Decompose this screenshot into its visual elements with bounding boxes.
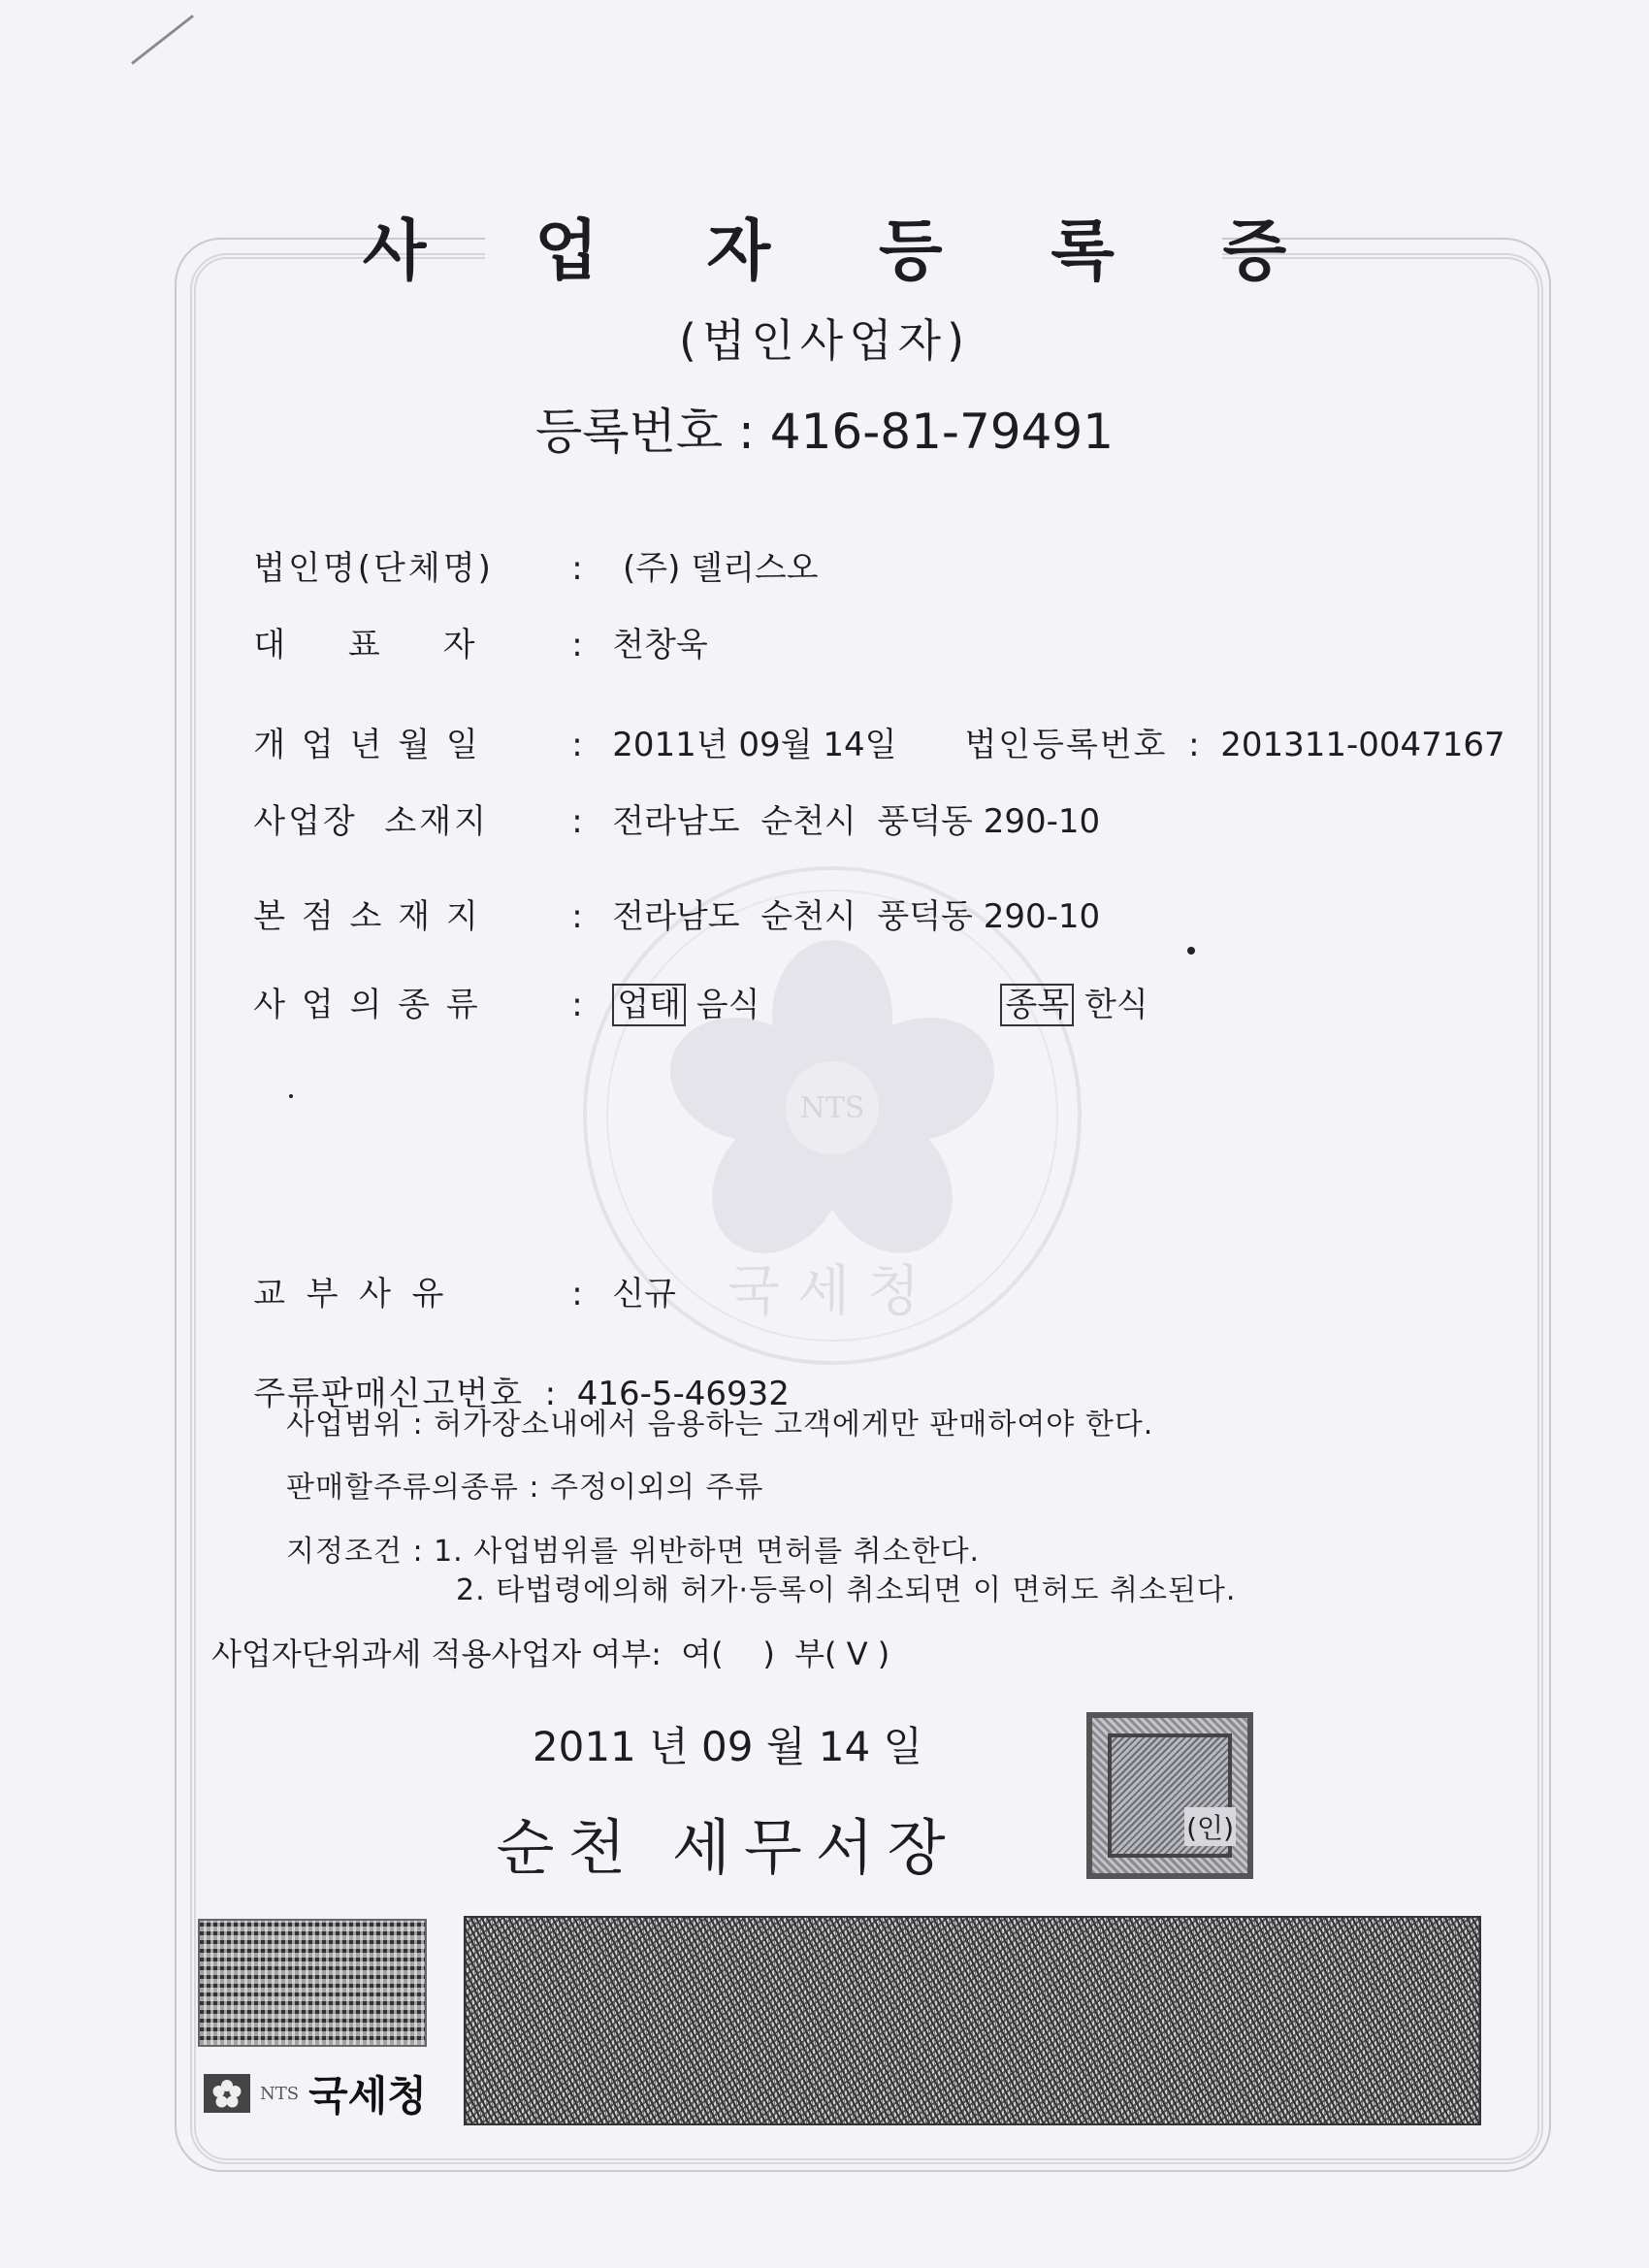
liquor-scope: 사업범위 : 허가장소내에서 음용하는 고객에게만 판매하여야 한다. [286, 1408, 1154, 1442]
seal-pattern [1108, 1733, 1232, 1858]
certificate-title: 사 업 자 등 록 증 [362, 213, 1330, 290]
ink-dot [1187, 947, 1195, 955]
field-colon: : [571, 802, 583, 841]
nts-abbreviation: NTS [260, 2083, 300, 2104]
watermark-center-text: NTS [799, 1091, 865, 1125]
liquor-condition-1: 지정조건 : 1. 사업범위를 위반하면 면허를 취소한다. [286, 1535, 981, 1569]
field-colon: : [571, 897, 583, 936]
issue-date: 2011 년 09 월 14 일 [532, 1723, 923, 1770]
field-colon: : [571, 1275, 583, 1313]
field-value: 천창욱 [612, 626, 708, 664]
field-colon: : [571, 986, 583, 1024]
field-label: 본 점 소 재 지 [253, 897, 481, 936]
ink-dot [289, 1094, 293, 1098]
item-label: 종목 [1000, 984, 1074, 1026]
nts-logo [204, 2064, 427, 2122]
unit-taxation: 사업자단위과세 적용사업자 여부: 여( ) 부( V ) [211, 1636, 890, 1672]
issuing-office: 순천 세무서장 [496, 1812, 959, 1883]
item-value: 한식 [1083, 986, 1148, 1024]
corporate-registration-label: 법인등록번호 [964, 726, 1168, 764]
verification-code [198, 1919, 427, 2047]
field-value: 2011년 09월 14일 [612, 726, 897, 764]
liquor-label: 주류판매신고번호 [253, 1375, 524, 1413]
field-label: 개 업 년 월 일 [253, 726, 481, 764]
field-colon: : [571, 549, 583, 588]
corporate-registration-number: 201311-0047167 [1220, 726, 1505, 764]
liquor-number: 416-5-46932 [576, 1375, 790, 1413]
business-type-label: 업태 [612, 984, 686, 1026]
nts-flower-icon [204, 2074, 250, 2113]
liquor-condition-2: 2. 타법령에의해 허가·등록이 취소되면 이 면허도 취소된다. [456, 1573, 1237, 1607]
field-value: 신규 [612, 1275, 676, 1313]
agency-name: 국세청 [308, 2072, 427, 2120]
field-colon: : [571, 626, 583, 664]
field-colon: : [1167, 726, 1221, 764]
watermark-name: 국세청 [727, 1260, 938, 1323]
field-label: 대 표 자 [253, 626, 475, 664]
field-colon: : [524, 1375, 577, 1413]
business-type-value: 음식 [695, 986, 760, 1024]
liquor-kinds: 판매할주류의종류 : 주정이외의 주류 [286, 1471, 764, 1505]
field-label: 사 업 의 종 류 [253, 986, 481, 1024]
staple-mark [131, 15, 194, 65]
field-colon: : [571, 726, 583, 764]
field-value: (주) 델리스오 [612, 549, 819, 588]
registration-number: 등록번호 : 416-81-79491 [534, 404, 1115, 460]
field-label: 교 부 사 유 [253, 1275, 444, 1313]
certificate-subtitle: (법인사업자) [678, 314, 971, 367]
2d-barcode [464, 1916, 1481, 2125]
seal-mark: (인) [1184, 1807, 1236, 1846]
field-business-type [211, 939, 1148, 1064]
field-value: 전라남도 순천시 풍덕동 290-10 [612, 802, 1101, 841]
field-label: 사업장 소재지 [253, 802, 489, 841]
field-value: 전라남도 순천시 풍덕동 290-10 [612, 897, 1101, 936]
field-label: 법인명(단체명) [253, 549, 494, 588]
official-seal-stamp [1086, 1712, 1253, 1879]
